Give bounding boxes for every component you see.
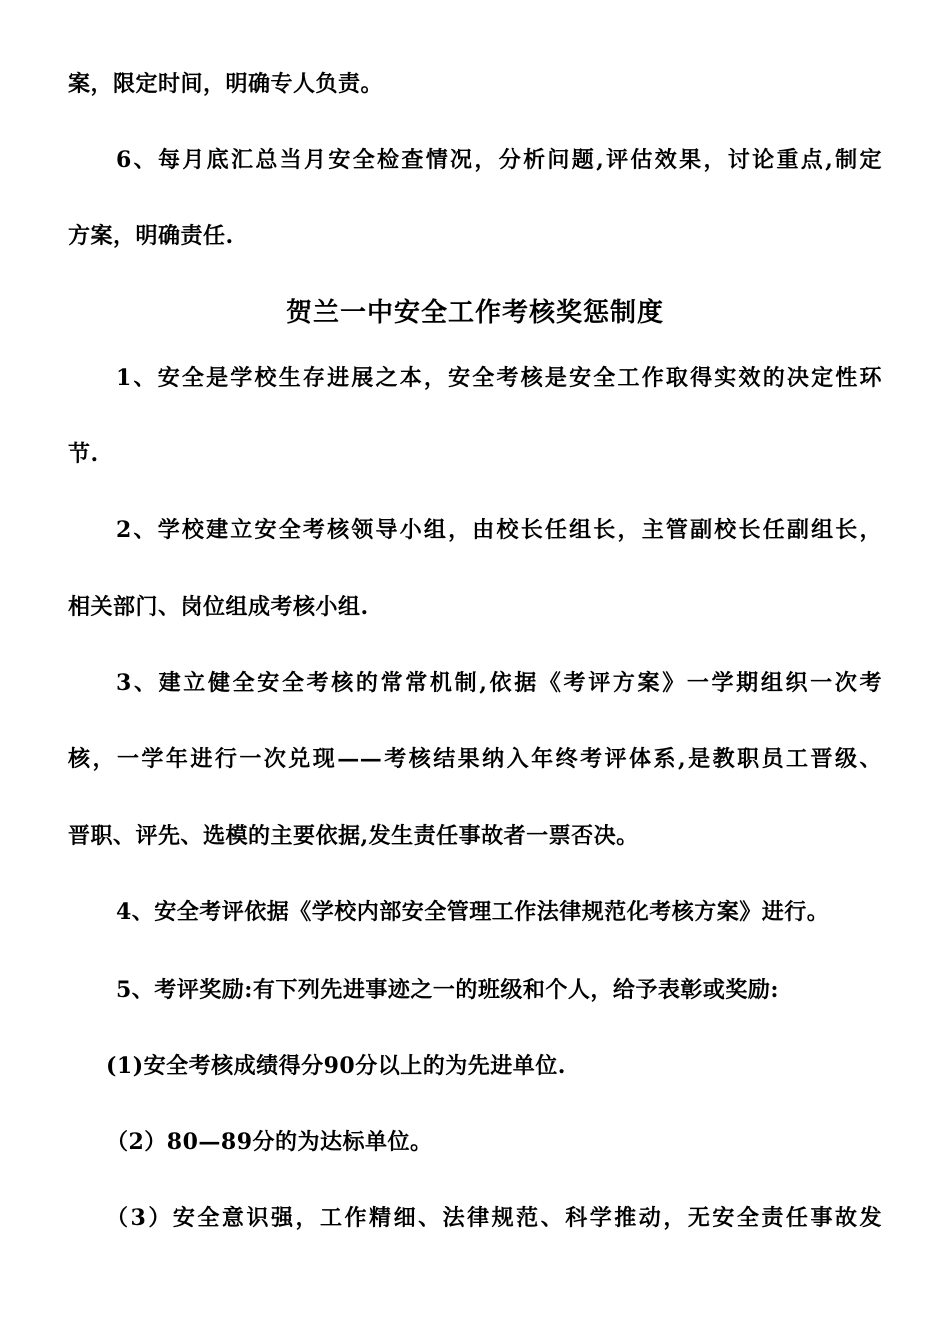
paragraph-line: 4、安全考评依据《学校内部安全管理工作法律规范化考核方案》进行。 [116,899,830,925]
paragraph-line: 1、安全是学校生存进展之本，安全考核是安全工作取得实效的决定性环 [116,365,882,391]
paragraph-line: 节. [68,441,99,467]
section-title: 贺兰一中安全工作考核奖惩制度 [285,298,664,328]
paragraph-line: 5、考评奖励:有下列先进事迹之一的班级和个人，给予表彰或奖励: [116,977,780,1003]
list-item: （3）安全意识强，工作精细、法律规范、科学推动，无安全责任事故发 [106,1205,882,1231]
list-item: (1)安全考核成绩得分90分以上的为先进单位. [106,1053,566,1079]
paragraph-line: 3、建立健全安全考核的常常机制,依据《考评方案》一学期组织一次考 [116,670,882,696]
paragraph-line: 核，一学年进行一次兑现——考核结果纳入年终考评体系,是教职员工晋级、 [68,746,882,772]
paragraph-line: 6、每月底汇总当月安全检查情况，分析问题,评估效果，讨论重点,制定 [116,147,882,173]
list-item: （2）80—89分的为达标单位。 [106,1129,433,1155]
paragraph-line: 案，限定时间，明确专人负责。 [68,71,384,97]
paragraph-line: 晋职、评先、选模的主要依据,发生责任事故者一票否决。 [68,823,639,849]
paragraph-line: 2、学校建立安全考核领导小组，由校长任组长，主管副校长任副组长， [116,517,882,543]
paragraph-line: 方案，明确责任. [68,223,234,249]
paragraph-line: 相关部门、岗位组成考核小组. [68,594,369,620]
